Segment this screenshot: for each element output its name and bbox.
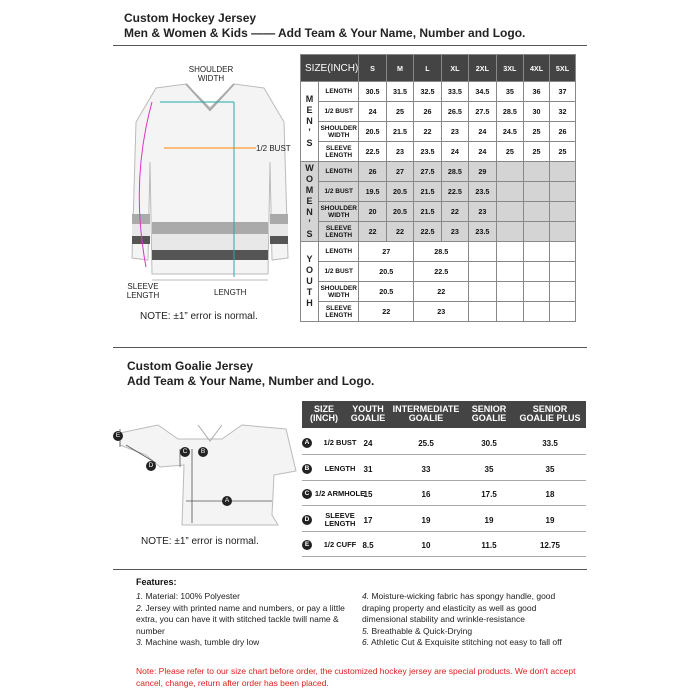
group-letter: W	[305, 163, 314, 173]
goalie-value: 18	[545, 490, 555, 500]
size-value: 23.5	[414, 142, 441, 162]
feature-number: 5.	[362, 625, 370, 636]
size-value: 25	[550, 142, 576, 162]
goalie-value: 12.75	[539, 541, 561, 551]
goalie-value: 8.5	[362, 541, 374, 551]
size-row	[301, 202, 576, 222]
feature-text: Moisture-wicking fabric has spongy handle, good draping property and elasticity as well as good dimensional stability and wrinkle-resistance	[362, 591, 556, 624]
divider	[113, 569, 587, 570]
size-value: 24	[359, 102, 386, 122]
group-letter: E	[306, 105, 313, 115]
group-letter: S	[306, 138, 313, 148]
marker-icon: E	[302, 540, 312, 550]
size-value: 23	[441, 122, 468, 142]
empty-cell	[469, 302, 496, 322]
size-value: 24	[469, 122, 496, 142]
size-value: 25	[496, 142, 523, 162]
group-letter: ’	[308, 218, 311, 228]
empty-cell	[524, 282, 550, 302]
size-row	[301, 102, 576, 122]
divider	[113, 347, 587, 348]
empty-cell	[550, 202, 576, 222]
empty-cell	[496, 242, 523, 262]
size-col: 4XL	[524, 55, 550, 82]
size-value: 33.5	[441, 82, 468, 102]
empty-cell	[524, 182, 550, 202]
size-value: 23	[469, 202, 496, 222]
size-value: 37	[550, 82, 576, 102]
group-label	[301, 242, 319, 322]
empty-cell	[524, 242, 550, 262]
goalie-header-youth: YOUTH GOALIE	[350, 404, 386, 423]
empty-cell	[550, 282, 576, 302]
measure-label: SHOULDER WIDTH	[319, 122, 359, 142]
length-label: LENGTH	[214, 288, 247, 297]
size-value: 34.5	[469, 82, 496, 102]
hockey-note: NOTE: ±1” error is normal.	[140, 311, 258, 322]
size-row	[301, 142, 576, 162]
group-letter: M	[305, 185, 314, 195]
size-value: 23	[386, 142, 413, 162]
goalie-row	[302, 431, 586, 455]
measure-label: SHOULDER WIDTH	[319, 202, 359, 222]
goalie-value: 17.5	[481, 490, 497, 500]
features-title: Features:	[136, 577, 177, 587]
size-col: 5XL	[550, 55, 576, 82]
size-value: 28.5	[496, 102, 523, 122]
size-row	[301, 122, 576, 142]
empty-cell	[550, 302, 576, 322]
size-value: 25	[524, 142, 550, 162]
empty-cell	[550, 222, 576, 242]
size-col: L	[414, 55, 441, 82]
group-label	[301, 82, 319, 162]
goalie-header-senior: SENIOR GOALIE	[471, 404, 507, 423]
size-value: 32.5	[414, 82, 441, 102]
empty-cell	[469, 242, 496, 262]
size-header: SIZE(INCH)	[301, 55, 359, 82]
feature-number: 4.	[362, 591, 370, 601]
goalie-header-intermediate: INTERMEDIATE GOALIE	[392, 404, 460, 423]
feature-number: 3.	[136, 637, 144, 647]
goalie-title: Custom Goalie Jersey	[127, 359, 254, 373]
empty-cell	[469, 262, 496, 282]
feature-item	[136, 603, 348, 638]
size-col: XL	[441, 55, 468, 82]
size-value: 24.5	[496, 122, 523, 142]
group-letter: E	[306, 196, 313, 206]
feature-text: Material: 100% Polyester	[145, 591, 240, 601]
goalie-value: 16	[421, 490, 431, 500]
size-value: 22	[359, 222, 386, 242]
feature-item	[136, 591, 348, 603]
size-value: 23	[441, 222, 468, 242]
goalie-value: 25.5	[418, 439, 434, 448]
empty-cell	[496, 302, 523, 322]
marker-icon: A	[302, 438, 312, 448]
size-value: 23.5	[469, 222, 496, 242]
goalie-row	[302, 482, 586, 506]
feature-item	[362, 591, 576, 626]
size-value: 36	[524, 82, 550, 102]
empty-cell	[524, 202, 550, 222]
feature-item	[362, 637, 576, 649]
goalie-value: 15	[363, 490, 373, 500]
feature-text: Athletic Cut & Exquisite stitching not easy to fall off	[371, 637, 562, 647]
group-letter: O	[306, 174, 314, 184]
goalie-value: 30.5	[481, 439, 497, 448]
goalie-jersey-diagram	[106, 415, 302, 535]
group-letter: U	[306, 276, 313, 286]
size-value: 22	[414, 282, 469, 302]
empty-cell	[550, 162, 576, 182]
feature-text: Machine wash, tumble dry low	[145, 637, 260, 647]
size-row	[301, 262, 576, 282]
group-letter: N	[306, 207, 313, 217]
size-value: 20.5	[359, 282, 414, 302]
hockey-title: Custom Hockey Jersey	[124, 11, 257, 25]
size-value: 20.5	[386, 202, 413, 222]
size-row	[301, 242, 576, 262]
size-value: 26	[359, 162, 386, 182]
empty-cell	[496, 182, 523, 202]
group-letter: M	[305, 94, 314, 104]
marker-c-icon: C	[180, 447, 190, 457]
size-value: 21.5	[414, 182, 441, 202]
goalie-note: NOTE: ±1” error is normal.	[141, 536, 259, 547]
features-right	[362, 591, 576, 649]
goalie-value: 19	[421, 515, 431, 525]
feature-text: Jersey with printed name and numbers, or pay a little extra, you can have it with stitched tackle twill name & number	[136, 602, 345, 636]
size-value: 19.5	[359, 182, 386, 202]
empty-cell	[496, 262, 523, 282]
hockey-jersey-diagram	[124, 62, 300, 312]
goalie-value: 35	[484, 464, 494, 474]
goalie-value: 19	[545, 515, 555, 525]
hockey-size-table	[300, 54, 576, 322]
marker-b-icon: B	[198, 447, 208, 457]
empty-cell	[496, 222, 523, 242]
empty-cell	[524, 162, 550, 182]
size-value: 26	[550, 122, 576, 142]
goalie-measure-label: LENGTH	[324, 463, 356, 473]
size-row	[301, 282, 576, 302]
hockey-subtitle: Men & Women & Kids —— Add Team & Your Name, Number and Logo.	[124, 26, 526, 40]
goalie-value: 10	[421, 541, 431, 551]
goalie-value: 33	[421, 464, 431, 474]
bust-label: 1/2 BUST	[256, 144, 291, 153]
group-letter: T	[306, 287, 313, 297]
group-letter: N	[306, 116, 313, 126]
size-col: M	[386, 55, 413, 82]
size-row	[301, 222, 576, 242]
size-value: 25	[386, 102, 413, 122]
size-value: 22.5	[359, 142, 386, 162]
feature-item	[362, 626, 576, 638]
group-label	[301, 162, 319, 242]
size-value: 28.5	[414, 242, 469, 262]
size-value: 23.5	[469, 182, 496, 202]
measure-label: 1/2 BUST	[319, 102, 359, 122]
size-value: 27	[359, 242, 414, 262]
size-row	[301, 162, 576, 182]
empty-cell	[524, 262, 550, 282]
goalie-value: 17	[363, 515, 373, 525]
goalie-value: 35	[545, 464, 555, 474]
size-value: 20.5	[386, 182, 413, 202]
size-value: 27.5	[469, 102, 496, 122]
size-value: 22	[441, 202, 468, 222]
goalie-header-size: SIZE (INCH)	[310, 404, 338, 423]
marker-d-icon: D	[146, 461, 156, 471]
size-value: 27	[386, 162, 413, 182]
size-value: 22.5	[414, 262, 469, 282]
size-value: 22	[414, 122, 441, 142]
measure-label: SHOULDER WIDTH	[319, 282, 359, 302]
marker-e-icon: E	[113, 431, 123, 441]
empty-cell	[550, 262, 576, 282]
group-letter: H	[306, 298, 313, 308]
size-value: 29	[469, 162, 496, 182]
measure-label: LENGTH	[319, 162, 359, 182]
size-value: 22	[386, 222, 413, 242]
goalie-header-senior-plus: SENIOR GOALIE PLUS	[519, 404, 581, 423]
empty-cell	[524, 222, 550, 242]
size-value: 20.5	[359, 262, 414, 282]
group-letter: Y	[306, 254, 313, 264]
size-value: 22.5	[441, 182, 468, 202]
empty-cell	[550, 182, 576, 202]
empty-cell	[496, 202, 523, 222]
size-value: 30.5	[359, 82, 386, 102]
sleeve-length-label: SLEEVE LENGTH	[126, 282, 160, 300]
feature-number: 2.	[136, 602, 144, 613]
goalie-row	[302, 457, 586, 481]
size-value: 22.5	[414, 222, 441, 242]
size-col: S	[359, 55, 386, 82]
measure-label: LENGTH	[319, 242, 359, 262]
size-value: 35	[496, 82, 523, 102]
empty-cell	[496, 162, 523, 182]
empty-cell	[496, 282, 523, 302]
feature-number: 1.	[136, 591, 144, 601]
feature-text: Breathable & Quick-Drying	[371, 625, 473, 636]
feature-item	[136, 637, 348, 649]
features-left	[136, 591, 348, 649]
size-value: 26.5	[441, 102, 468, 122]
size-value: 20.5	[359, 122, 386, 142]
measure-label: SLEEVE LENGTH	[319, 142, 359, 162]
goalie-value: 19	[484, 515, 494, 525]
size-value: 27.5	[414, 162, 441, 182]
size-value: 20	[359, 202, 386, 222]
goalie-value: 24	[363, 439, 373, 448]
feature-number: 6.	[362, 637, 370, 647]
goalie-value: 33.5	[542, 439, 558, 448]
size-value: 32	[550, 102, 576, 122]
size-value: 24	[441, 142, 468, 162]
goalie-value: 31	[363, 464, 373, 474]
empty-cell	[524, 302, 550, 322]
size-row	[301, 82, 576, 102]
size-value: 21.5	[414, 202, 441, 222]
size-value: 31.5	[386, 82, 413, 102]
goalie-measure-label: SLEEVE LENGTH	[324, 510, 356, 528]
group-letter: S	[306, 229, 313, 239]
goalie-value: 11.5	[481, 541, 497, 551]
size-value: 22	[359, 302, 414, 322]
measure-label: SLEEVE LENGTH	[319, 302, 359, 322]
empty-cell	[550, 242, 576, 262]
group-letter: ’	[308, 127, 311, 137]
marker-icon: D	[302, 515, 312, 525]
divider	[113, 45, 587, 46]
goalie-table-header	[302, 401, 586, 428]
size-row	[301, 302, 576, 322]
size-value: 26	[414, 102, 441, 122]
size-col: 3XL	[496, 55, 523, 82]
size-row	[301, 182, 576, 202]
size-value: 21.5	[386, 122, 413, 142]
order-warning: Note: Please refer to our size chart before order, the customized hockey jersey are special products. We don't accept cancel, change, return after order has been placed.	[136, 666, 576, 688]
size-value: 25	[524, 122, 550, 142]
marker-icon: B	[302, 464, 312, 474]
marker-a-icon: A	[222, 496, 232, 506]
shoulder-width-label: SHOULDER WIDTH	[188, 65, 234, 83]
measure-label: LENGTH	[319, 82, 359, 102]
measure-label: 1/2 BUST	[319, 182, 359, 202]
goalie-row	[302, 508, 586, 532]
measure-label: 1/2 BUST	[319, 262, 359, 282]
goalie-row	[302, 533, 586, 557]
size-value: 24	[469, 142, 496, 162]
goalie-measure-label: 1/2 CUFF	[323, 540, 357, 550]
size-value: 28.5	[441, 162, 468, 182]
marker-icon: C	[302, 489, 312, 499]
size-col: 2XL	[469, 55, 496, 82]
goalie-measure-label: 1/2 BUST	[323, 438, 357, 447]
size-value: 30	[524, 102, 550, 122]
measure-label: SLEEVE LENGTH	[319, 222, 359, 242]
goalie-subtitle: Add Team & Your Name, Number and Logo.	[127, 374, 375, 388]
group-letter: O	[306, 265, 314, 275]
empty-cell	[469, 282, 496, 302]
size-value: 23	[414, 302, 469, 322]
goalie-measure-label: 1/2 ARMHOLE	[314, 489, 366, 499]
